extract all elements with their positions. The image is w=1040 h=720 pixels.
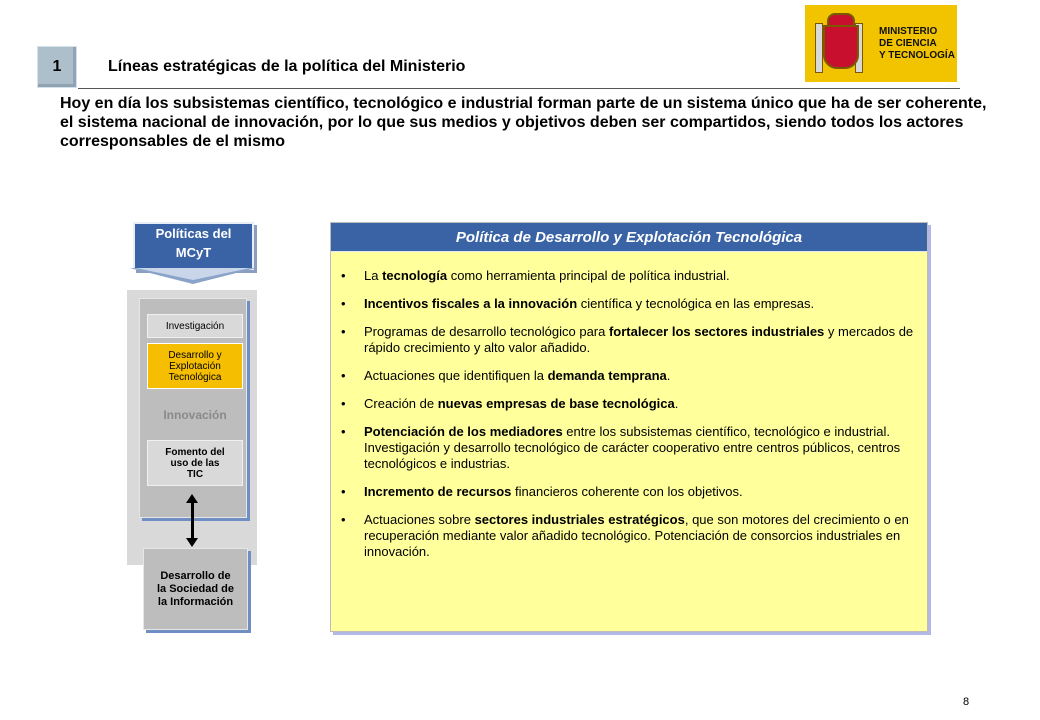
title-divider <box>78 88 960 89</box>
intro-paragraph: Hoy en día los subsistemas científico, tecnológico e industrial forman parte de un sistema único que ha de ser coherente, el sistema nacional de innovación, por lo que sus medios y objetivos deben ser compartidos, siendo todos los actores corresponsables de el mismo <box>60 95 987 150</box>
desarrollo-line-3: Tecnológica <box>168 371 222 383</box>
ministry-logo <box>805 5 957 82</box>
box-fomento-tic <box>147 440 243 486</box>
policy-bullet <box>341 296 919 312</box>
arrow-up-icon <box>186 494 198 503</box>
investigacion-label: Investigación <box>165 320 225 332</box>
bullet-text: financieros coherente con los objetivos. <box>511 484 743 499</box>
section-number: 1 <box>52 58 62 75</box>
bullet-dot-icon: • <box>341 368 346 383</box>
bullet-dot-icon: • <box>341 324 346 339</box>
page-number: 8 <box>963 696 970 708</box>
innovacion-label: Innovación <box>163 408 227 422</box>
bullet-text: La <box>364 268 383 283</box>
sociedad-line-2: la Sociedad de <box>156 582 235 595</box>
bullet-dot-icon: • <box>341 396 346 411</box>
coat-of-arms-icon <box>815 13 863 75</box>
box-investigacion <box>147 314 243 338</box>
bullet-text: . <box>666 368 671 383</box>
bullet-text: Creación de <box>364 396 438 411</box>
politicas-line-1: Políticas del <box>155 226 232 241</box>
bullet-dot-icon: • <box>341 424 346 439</box>
bullet-dot-icon: • <box>341 512 346 527</box>
bullet-text: científica y tecnológica en las empresas. <box>577 296 815 311</box>
fomento-line-2: uso de las <box>170 457 220 469</box>
box-sociedad-informacion <box>143 548 248 630</box>
policy-bullet <box>341 396 919 412</box>
bullet-text: , que son motores del crecimiento o en recuperación mediante valor añadido tecnológico. Potenciación de consorcios industriales en innovación. <box>364 512 909 559</box>
bullet-text: como herramienta principal de política industrial. <box>447 268 730 283</box>
bullet-text: entre los subsistemas científico, tecnológico e industrial. Investigación y desarrollo tecnológico de carácter cooperativo entre centros públicos, centros tecnológicos e industrias. <box>364 424 901 471</box>
bullet-dot-icon: • <box>341 296 346 311</box>
bullet-emphasis: fortalecer los sectores industriales <box>608 324 825 339</box>
bullet-text: y mercados de rápido crecimiento y alto valor añadido. <box>364 324 914 355</box>
bullet-emphasis: Incentivos fiscales a la innovación <box>364 296 578 311</box>
section-title: Líneas estratégicas de la política del Ministerio <box>108 58 466 75</box>
box-desarrollo-explotacion <box>147 343 243 389</box>
arrow-down-icon <box>186 538 198 547</box>
politicas-mcyt-label <box>133 222 254 270</box>
politicas-line-2: MCyT <box>175 245 212 260</box>
logo-line-1: MINISTERIO <box>879 25 938 37</box>
policy-bullet <box>341 512 919 560</box>
fomento-line-3: TIC <box>186 468 204 480</box>
policy-bullet <box>341 268 919 284</box>
fomento-line-1: Fomento del <box>165 446 225 458</box>
bullet-emphasis: nuevas empresas de base tecnológica <box>437 396 675 411</box>
policy-panel <box>330 222 928 632</box>
sociedad-line-3: la Información <box>157 595 234 608</box>
logo-text <box>879 26 955 62</box>
sociedad-line-1: Desarrollo de <box>160 569 231 582</box>
logo-line-3: Y TECNOLOGÍA <box>879 49 955 61</box>
bullet-emphasis: sectores industriales estratégicos <box>474 512 685 527</box>
policy-bullet <box>341 324 919 356</box>
desarrollo-line-2: Explotación <box>169 360 221 372</box>
down-arrow-inner <box>136 268 250 280</box>
policy-panel-title: Política de Desarrollo y Explotación Tecnológica <box>331 223 927 252</box>
bullet-emphasis: Incremento de recursos <box>364 484 512 499</box>
bullet-dot-icon: • <box>341 268 346 283</box>
bullet-text: Actuaciones sobre <box>364 512 475 527</box>
connector-line <box>191 500 194 542</box>
bullet-text: Programas de desarrollo tecnológico para <box>364 324 609 339</box>
bullet-emphasis: demanda temprana <box>547 368 667 383</box>
logo-line-2: DE CIENCIA <box>879 37 937 49</box>
section-number-badge <box>37 46 77 88</box>
desarrollo-line-1: Desarrollo y <box>168 349 222 361</box>
bullet-emphasis: tecnología <box>382 268 448 283</box>
policy-bullet <box>341 424 919 472</box>
bullet-emphasis: Potenciación de los mediadores <box>364 424 563 439</box>
bullet-text: Actuaciones que identifiquen la <box>364 368 548 383</box>
policy-bullet-list <box>341 268 919 572</box>
bullet-text: . <box>674 396 679 411</box>
bullet-dot-icon: • <box>341 484 346 499</box>
policy-bullet <box>341 368 919 384</box>
policy-bullet <box>341 484 919 500</box>
